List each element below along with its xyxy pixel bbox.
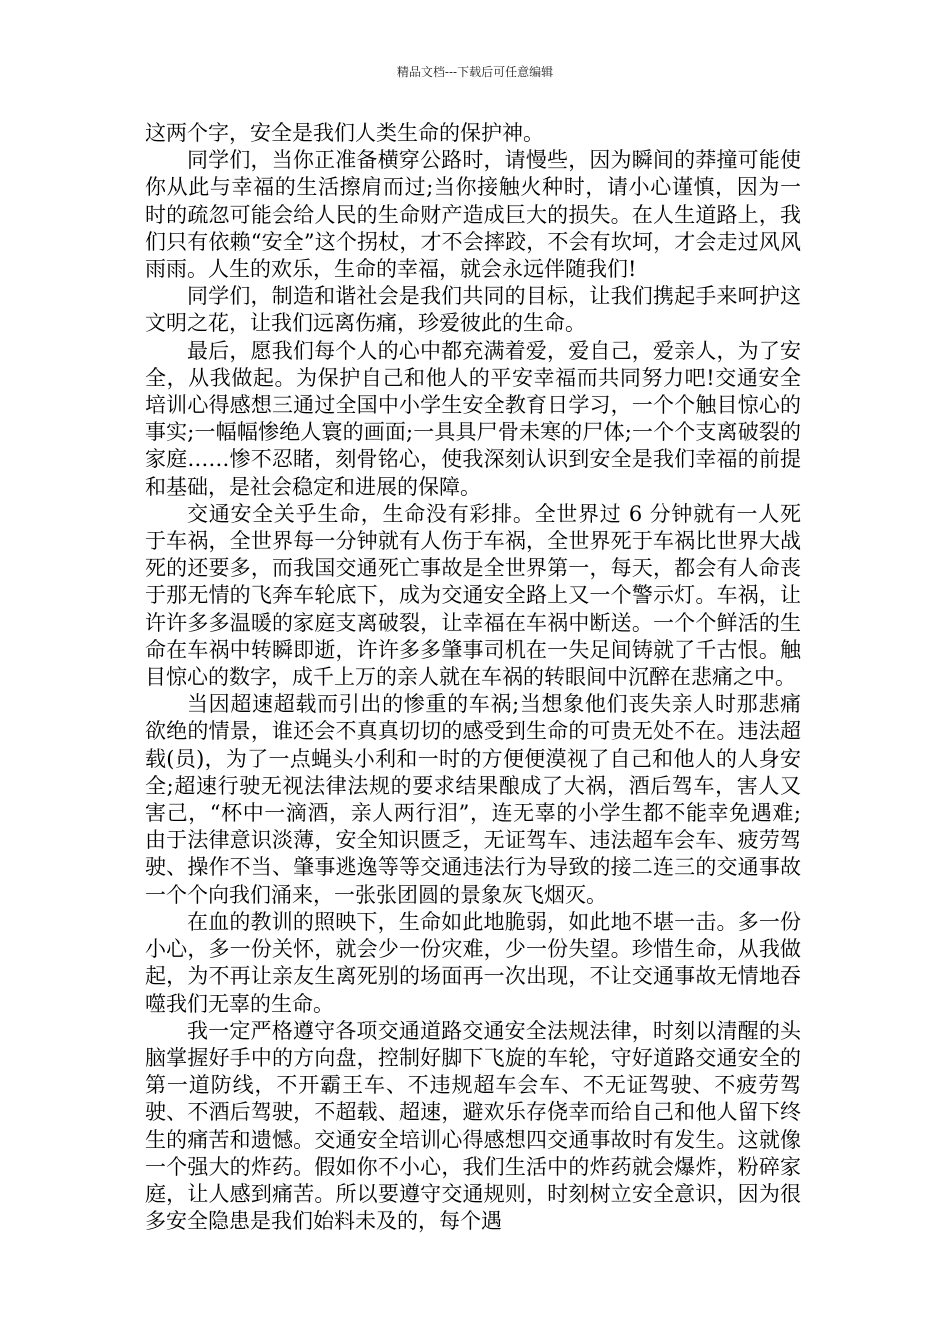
paragraph: 在血的教训的照映下，生命如此地脆弱，如此地不堪一击。多一份小心，多一份关怀，就会少一份灾难，少一份失望。珍惜生命，从我做起，为不再让亲友生离死别的场面再一次出现，不让交通事故无情地吞噬我们无辜的生命。 — [145, 909, 801, 1016]
paragraph: 同学们，当你正准备横穿公路时，请慢些，因为瞬间的莽撞可能使你从此与幸福的生活擦肩而过;当你接触火种时，请小心谨慎，因为一时的疏忽可能会给人民的生命财产造成巨大的损失。在人生道路上，我们只有依赖“安全”这个拐杖，才不会摔跤，不会有坎坷，才会走过风风雨雨。人生的欢乐，生命的幸福，就会永远伴随我们! — [145, 148, 801, 282]
paragraph: 同学们，制造和谐社会是我们共同的目标，让我们携起手来呵护这文明之花，让我们远离伤痛，珍爱彼此的生命。 — [145, 284, 801, 336]
paragraph: 最后，愿我们每个人的心中都充满着爱，爱自己，爱亲人，为了安全，从我做起。为保护自己和他人的平安幸福而共同努力吧!交通安全培训心得感想三通过全国中小学生安全教育日学习，一个个触目惊心的事实;一幅幅惨绝人寰的画面;一具具尸骨未寒的尸体;一个个支离破裂的家庭……惨不忍睹，刻骨铭心，使我深刻认识到安全是我们幸福的前提和基础，是社会稳定和进展的保障。 — [145, 338, 801, 499]
paragraph: 我一定严格遵守各项交通道路交通安全法规法律，时刻以清醒的头脑掌握好手中的方向盘，控制好脚下飞旋的车轮，守好道路交通安全的第一道防线，不开霸王车、不违规超车会车、不无证驾驶、不疲劳驾驶、不酒后驾驶，不超载、超速，避欢乐存侥幸而给自己和他人留下终生的痛苦和遗憾。交通安全培训心得感想四交通事故时有发生。这就像一个强大的炸药。假如你不小心，我们生活中的炸药就会爆炸，粉碎家庭，让人感到痛苦。所以要遵守交通规则，时刻树立安全意识，因为很多安全隐患是我们始料未及的，每个遇 — [145, 1018, 801, 1234]
paragraph: 交通安全关乎生命，生命没有彩排。全世界过 6 分钟就有一人死于车祸，全世界每一分钟就有人伤于车祸，全世界死于车祸比世界大战死的还要多，而我国交通死亡事故是全世界第一，每天，都会有人命丧于那无情的飞奔车轮底下，成为交通安全路上又一个警示灯。车祸，让许许多多温暖的家庭支离破裂，让幸福在车祸中断送。一个个鲜活的生命在车祸中转瞬即逝，许许多多肇事司机在一失足间铸就了千古恨。触目惊心的数字，成千上万的亲人就在车祸的转眼间中沉醉在悲痛之中。 — [145, 501, 801, 690]
paragraph: 这两个字，安全是我们人类生命的保护神。 — [145, 121, 544, 145]
paragraph: 当因超速超载而引出的惨重的车祸;当想象他们丧失亲人时那悲痛欲绝的情景，谁还会不真真切切的感受到生命的可贵无处不在。违法超载(员)，为了一点蝇头小利和一时的方便便漠视了自己和他人的人身安全;超速行驶无视法律法规的要求结果酿成了大祸，酒后驾车，害人又害己，“杯中一滴酒，亲人两行泪”，连无辜的小学生都不能幸免遇难;由于法律意识淡薄，安全知识匮乏，无证驾车、违法超车会车、疲劳驾驶、操作不当、肇事逃逸等等交通违法行为导致的接二连三的交通事故一个个向我们涌来，一张张团圆的景象灰飞烟灭。 — [145, 692, 801, 907]
document-body — [145, 120, 801, 1235]
page-header: 精品文档---下载后可任意编辑 — [396, 65, 554, 79]
